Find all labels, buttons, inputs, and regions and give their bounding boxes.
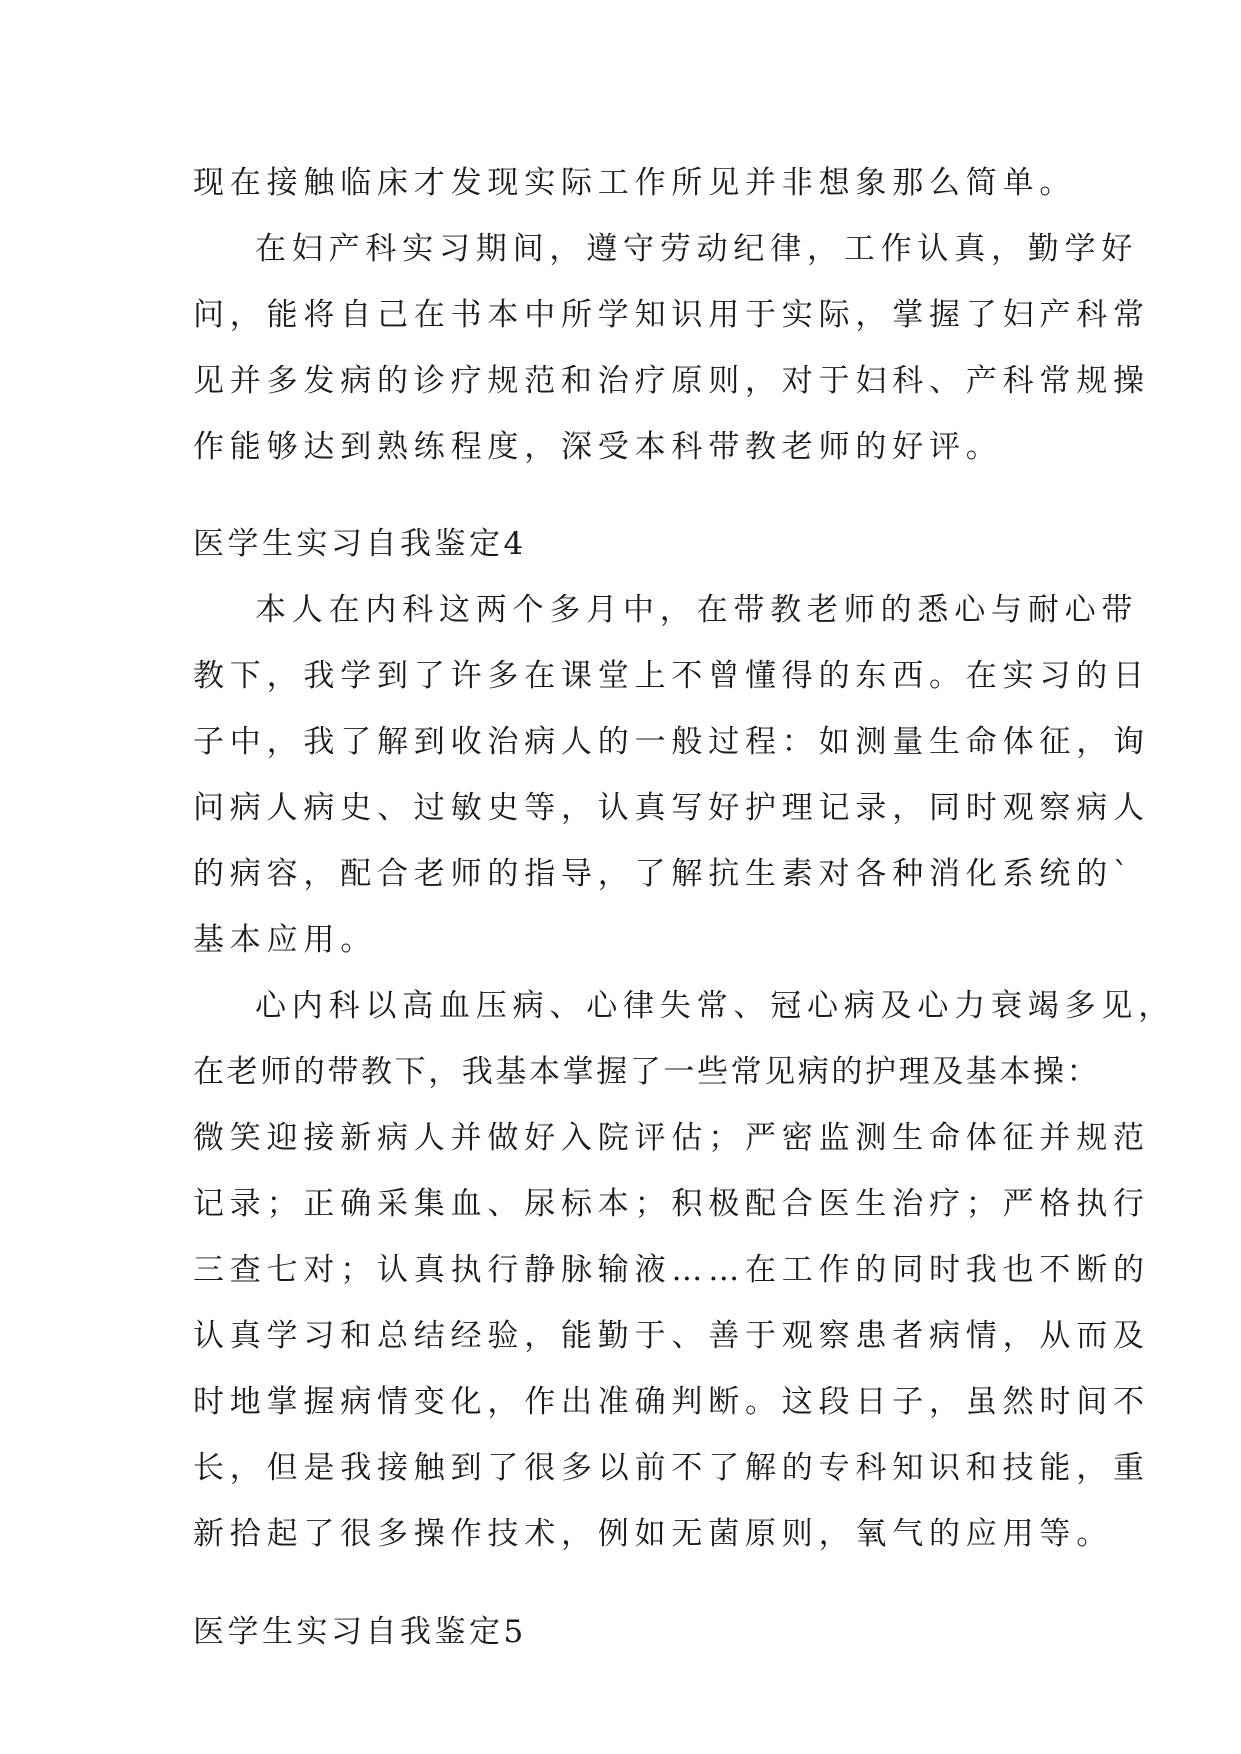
- body-text-line: 现在接触临床才发现实际工作所见并非想象那么简单。: [193, 165, 1077, 201]
- body-text-line: 问病人病史、过敏史等，认真写好护理记录，同时观察病人: [193, 790, 1150, 826]
- body-text-line: 见并多发病的诊疗规范和治疗原则，对于妇科、产科常规操: [193, 363, 1150, 399]
- paragraph-first-line: 本人在内科这两个多月中，在带教老师的悉心与耐心带: [255, 592, 1139, 628]
- body-text-line: 时地掌握病情变化，作出准确判断。这段日子，虽然时间不: [193, 1384, 1150, 1420]
- body-text-line: 教下，我学到了许多在课堂上不曾懂得的东西。在实习的日: [193, 658, 1150, 694]
- section-heading: 医学生实习自我鉴定5: [193, 1614, 527, 1650]
- body-text-line: 子中，我了解到收治病人的一般过程：如测量生命体征，询: [193, 724, 1150, 760]
- paragraph-first-line: 在妇产科实习期间，遵守劳动纪律，工作认真，勤学好: [255, 231, 1139, 267]
- body-text-line: 记录；正确采集血、尿标本；积极配合医生治疗；严格执行: [193, 1186, 1150, 1222]
- body-text-line: 在老师的带教下，我基本掌握了一些常见病的护理及基本操：: [193, 1054, 1101, 1090]
- body-text-line: 问，能将自己在书本中所学知识用于实际，掌握了妇产科常: [193, 297, 1150, 333]
- paragraph-first-line: 心内科以高血压病、心律失常、冠心病及心力衰竭多见，: [255, 988, 1175, 1024]
- body-text-line: 长，但是我接触到了很多以前不了解的专科知识和技能，重: [193, 1450, 1150, 1486]
- body-text-line: 基本应用。: [193, 922, 377, 958]
- section-heading: 医学生实习自我鉴定4: [193, 526, 527, 562]
- body-text-line: 认真学习和总结经验，能勤于、善于观察患者病情，从而及: [193, 1318, 1150, 1354]
- body-text-line: 作能够达到熟练程度，深受本科带教老师的好评。: [193, 429, 1003, 465]
- body-text-line: 微笑迎接新病人并做好入院评估；严密监测生命体征并规范: [193, 1120, 1150, 1156]
- body-text-line: 的病容，配合老师的指导，了解抗生素对各种消化系统的`: [193, 856, 1135, 892]
- body-text-line: 三查七对；认真执行静脉输液……在工作的同时我也不断的: [193, 1252, 1150, 1288]
- body-text-line: 新拾起了很多操作技术，例如无菌原则，氧气的应用等。: [193, 1516, 1113, 1552]
